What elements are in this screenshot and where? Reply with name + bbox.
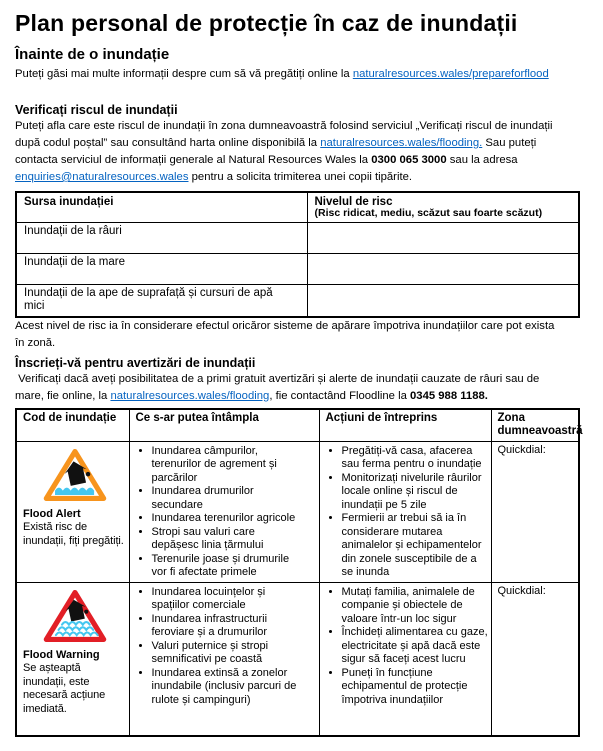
table-row	[16, 284, 579, 317]
flood-code-cell	[16, 441, 129, 582]
risk-level-cell	[307, 284, 579, 317]
risk-note-line2: în zonă.	[15, 336, 56, 349]
zone-cell	[491, 582, 579, 736]
flood-code-cell	[16, 582, 129, 736]
flood-alert-icon	[42, 446, 108, 504]
quickdial-label: Quickdial:	[497, 584, 546, 597]
what-header: Ce s-ar putea întâmpla	[129, 409, 319, 442]
prepareforflood-link[interactable]: naturalresources.wales/prepareforflood	[352, 68, 549, 80]
what-could-happen-list	[136, 586, 303, 708]
check-risk-line4-post: pentru a solicita trimiterea unei copii tipărite.	[188, 171, 413, 183]
zone-cell	[491, 441, 579, 582]
risk-note-paragraph	[15, 318, 589, 352]
zone-header: Zona dumneavoastră	[491, 409, 579, 442]
list-item: • Inundarea extinsă a zonelor inundabile (inclusiv parcuri de rulote și campinguri)	[152, 667, 303, 708]
list-item: • Inundarea câmpurilor, terenurilor de agrement și parcărilor	[152, 445, 303, 486]
flood-code-name: Flood Alert	[23, 507, 81, 520]
check-risk-line3-post: sau la adresa	[446, 154, 518, 166]
risk-note-line1: Acest nivel de risc ia în considerare efectul oricăror sisteme de apărare împotriva inundațiilor care pot exista	[15, 319, 555, 332]
table-row	[16, 253, 579, 284]
flood-code-description: Există risc de inundații, fiți pregătiți.	[23, 521, 124, 547]
before-flood-paragraph	[15, 66, 589, 83]
list-item: • Pregătiți-vă casa, afacerea sau ferma pentru o inundație	[342, 445, 489, 472]
flood-warning-icon	[42, 587, 108, 645]
check-risk-line1: Puteți afla care este riscul de inundații în zona dumneavoastră folosind serviciul „Verificați riscul de inundații	[15, 120, 553, 132]
before-flood-heading: Înainte de o inundație	[15, 46, 170, 63]
flood-code-description: Se așteaptă inundații, este necesară acțiune imediată.	[23, 662, 106, 715]
code-header: Cod de inundație	[16, 409, 129, 442]
actions-list	[326, 445, 489, 580]
list-item: • Inundarea terenurilor agricole	[152, 512, 303, 526]
actions-cell	[319, 441, 491, 582]
flood-code-name: Flood Warning	[23, 648, 100, 661]
check-risk-line2-post: Sau puteți	[482, 137, 537, 149]
list-item: • Terenurile joase și drumurile vor fi afectate primele	[152, 553, 303, 580]
what-could-happen-cell	[129, 441, 319, 582]
quickdial-label: Quickdial:	[497, 443, 546, 456]
signup-line2-mid: , fie contactând Floodline la	[269, 389, 410, 402]
list-item: • Valuri puternice și stropi semnificativi pe coastă	[152, 640, 303, 667]
actions-header: Acțiuni de întreprins	[319, 409, 491, 442]
risk-source-cell: Inundații de la ape de suprafață și cursuri de apă mici	[16, 284, 307, 317]
check-risk-line3-pre: contacta serviciul de informații generale al Natural Resources Wales la	[15, 154, 372, 166]
list-item: • Fermierii ar trebui să ia în considerare mutarea animalelor și echipamentelor din zonele susceptibile de a se inunda	[342, 512, 489, 580]
signup-line2-pre: mare, fie online, la	[15, 389, 111, 402]
floodline-phone: 0345 988 1188.	[410, 389, 488, 402]
risk-level-header-title: Nivelul de risc	[314, 196, 393, 208]
list-item: • Inundarea drumurilor secundare	[152, 485, 303, 512]
enquiries-email-link[interactable]: enquiries@naturalresources.wales	[15, 171, 189, 183]
risk-source-cell: Inundații de la râuri	[16, 222, 307, 253]
signup-line1: Verificați dacă aveți posibilitatea de a primi gratuit avertizări și alerte de inundații cauzate de râuri sau de	[15, 372, 540, 385]
risk-level-header	[307, 192, 579, 222]
table-row	[16, 441, 579, 582]
risk-source-header: Sursa inundației	[16, 192, 307, 222]
flood-codes-table	[15, 408, 583, 738]
info-phone: 0300 065 3000	[371, 154, 447, 166]
what-could-happen-cell	[129, 582, 319, 736]
check-risk-heading: Verificați riscul de inundații	[15, 103, 178, 117]
table-row	[16, 582, 579, 736]
flood-risk-table	[15, 191, 580, 318]
page-title: Plan personal de protecție în caz de inundații	[15, 10, 518, 36]
list-item: • Mutați familia, animalele de companie și obiectele de valoare într-un loc sigur	[342, 586, 489, 627]
actions-cell	[319, 582, 491, 736]
list-item: • Inundarea infrastructurii feroviare și a drumurilor	[152, 613, 303, 640]
risk-level-subheader: (Risc ridicat, mediu, scăzut sau foarte scăzut)	[314, 207, 543, 219]
risk-level-cell	[307, 253, 579, 284]
check-risk-line2-pre: după codul poștal” sau consultând harta online disponibilă la	[15, 137, 321, 149]
risk-source-cell: Inundații de la mare	[16, 253, 307, 284]
actions-list	[326, 586, 489, 708]
list-item: • Monitorizați nivelurile râurilor locale online și riscul de inundații pe 5 zile	[342, 472, 489, 513]
check-risk-paragraph	[15, 118, 589, 186]
signup-heading: Înscrieți-vă pentru avertizări de inundații	[15, 355, 256, 370]
risk-level-cell	[307, 222, 579, 253]
signup-paragraph	[15, 371, 589, 405]
list-item: • Puneți în funcțiune echipamentul de protecție împotriva inundațiilor	[342, 667, 489, 708]
list-item: • Stropi sau valuri care depășesc linia țărmului	[152, 526, 303, 553]
list-item: • Inundarea locuințelor și spațiilor comerciale	[152, 586, 303, 613]
what-could-happen-list	[136, 445, 303, 580]
table-row	[16, 222, 579, 253]
flooding-link-2[interactable]: naturalresources.wales/flooding	[110, 389, 270, 402]
flooding-link[interactable]: naturalresources.wales/flooding.	[320, 137, 483, 149]
list-item: • Închideți alimentarea cu gaze, electricitate și apă dacă este sigur să faceți acest lucru	[342, 626, 489, 667]
before-flood-text: Puteți găsi mai multe informații despre cum să vă pregătiți online la	[15, 68, 353, 80]
